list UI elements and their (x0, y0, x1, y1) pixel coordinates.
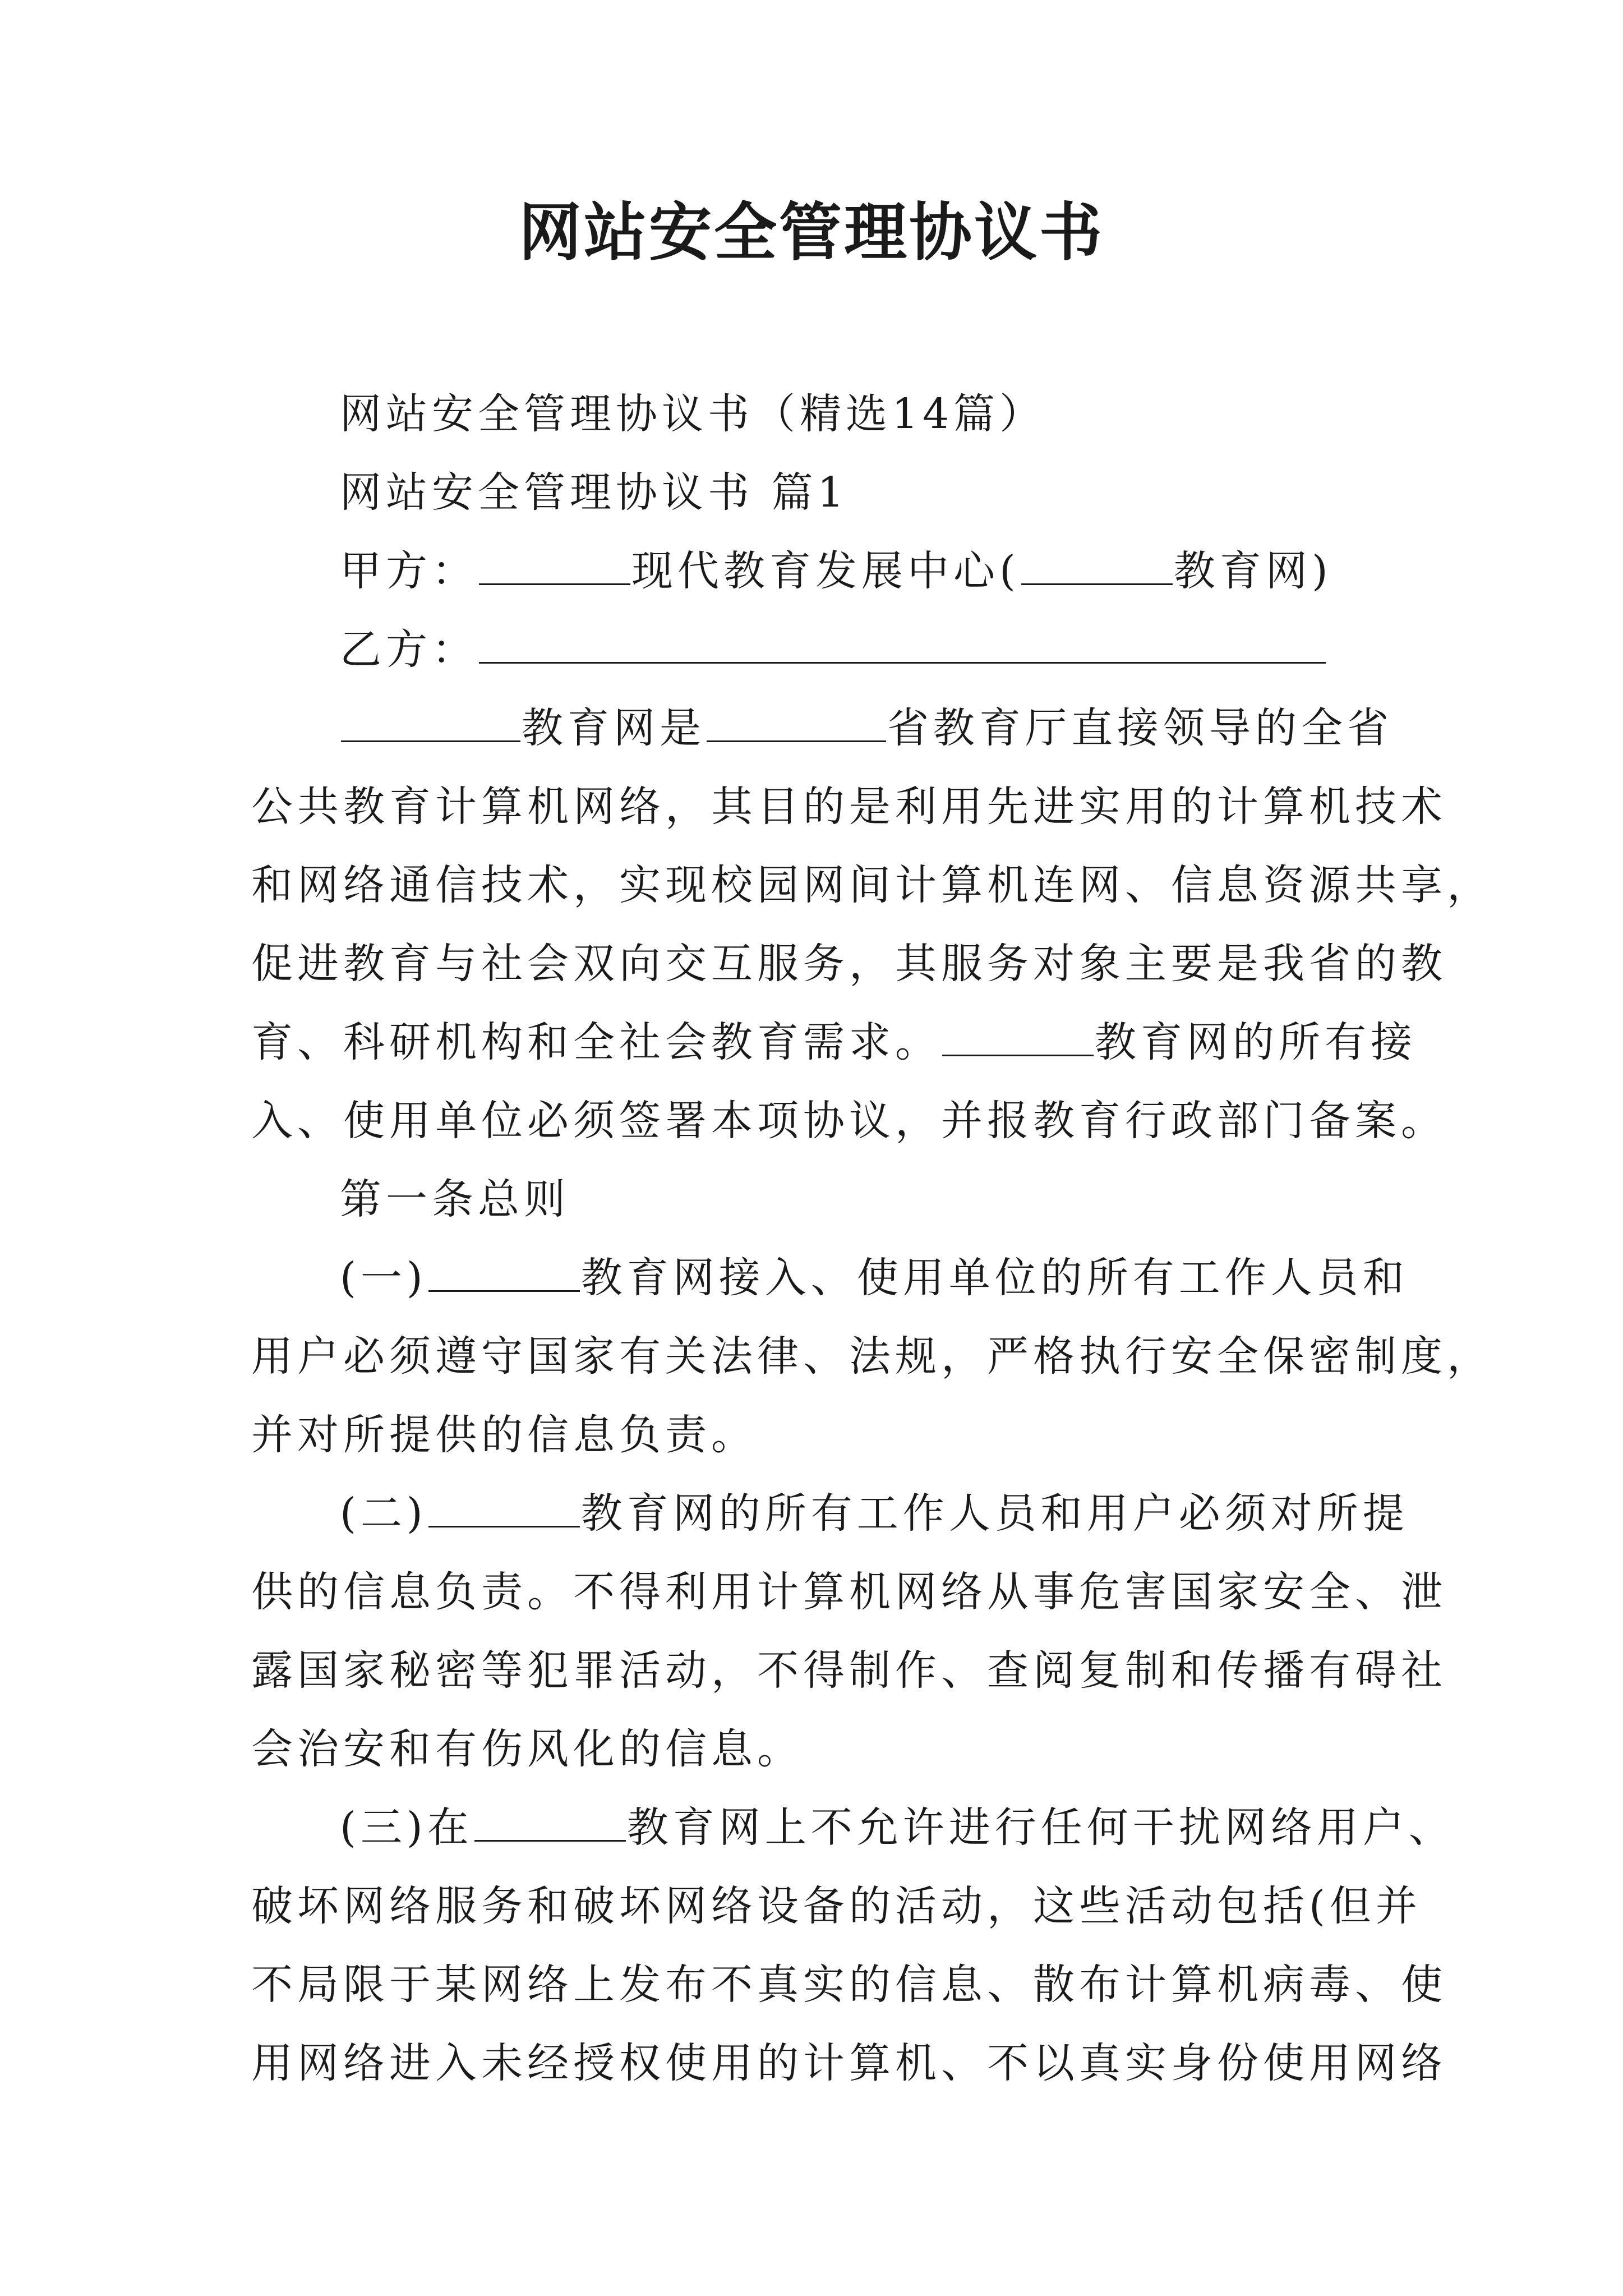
item2-line-4: 会治安和有伤风化的信息。 (251, 1725, 803, 1773)
item1-seg1: 教育网接入、使用单位的所有工作人员和 (580, 1254, 1409, 1302)
blank-field (428, 1487, 580, 1527)
intro-line-5 (251, 1003, 1417, 1082)
intro-line-1 (251, 689, 1395, 767)
item2-line-1 (251, 1474, 1409, 1553)
item1-prefix: (一) (340, 1254, 427, 1302)
document-subtitle: 网站安全管理协议书（精选14篇） (340, 390, 1046, 438)
item2-line-2: 供的信息负责。不得利用计算机网络从事危害国家安全、泄 (251, 1568, 1447, 1616)
intro-line-4: 促进教育与社会双向交互服务，其服务对象主要是我省的教 (251, 940, 1447, 988)
blank-field (479, 544, 630, 585)
party-b-label: 乙方： (340, 625, 478, 674)
intro-line-2: 公共教育计算机网络，其目的是利用先进实用的计算机技术 (251, 783, 1447, 831)
item3-prefix: (三)在 (340, 1803, 473, 1852)
item1-line-3: 并对所提供的信息负责。 (251, 1411, 757, 1459)
intro-seg1: 教育网是 (522, 704, 706, 752)
blank-field (479, 623, 1326, 664)
intro-seg2: 省教育厅直接领导的全省 (887, 704, 1393, 752)
item3-line-2: 破坏网络服务和破坏网络设备的活动，这些活动包括(但并 (251, 1882, 1422, 1930)
document-title: 网站安全管理协议书 (519, 196, 1104, 269)
item3-seg1: 教育网上不允许进行任何干扰网络用户、 (626, 1803, 1455, 1852)
item3-line-1 (251, 1788, 1455, 1867)
intro-line5-b: 教育网的所有接 (1095, 1018, 1417, 1066)
item2-line-3: 露国家秘密等犯罪活动，不得制作、查阅复制和传播有碍社 (251, 1646, 1447, 1695)
blank-field (942, 1015, 1094, 1056)
party-b-line (251, 610, 1395, 689)
document-body (251, 375, 1493, 2102)
party-a-text2: 教育网) (1173, 547, 1332, 595)
item3-line-3: 不局限于某网络上发布不真实的信息、散布计算机病毒、使 (251, 1961, 1447, 2009)
item1-line-1 (251, 1239, 1409, 1317)
section-heading: 网站安全管理协议书 篇1 (340, 468, 849, 517)
blank-field (474, 1801, 626, 1842)
intro-line-6: 入、使用单位必须签署本项协议，并报教育行政部门备案。 (251, 1097, 1447, 1145)
blank-field (428, 1251, 580, 1292)
blank-field (707, 701, 886, 742)
item1-line-2: 用户必须遵守国家有关法律、法规，严格执行安全保密制度， (251, 1332, 1493, 1381)
party-a-text1: 现代教育发展中心( (631, 547, 1020, 595)
party-a-label: 甲方： (340, 547, 478, 595)
blank-field (1021, 544, 1173, 585)
item2-seg1: 教育网的所有工作人员和用户必须对所提 (580, 1489, 1409, 1538)
article1-heading: 第一条总则 (340, 1175, 570, 1223)
item3-line-4: 用网络进入未经授权使用的计算机、不以真实身份使用网络 (251, 2039, 1447, 2087)
item2-prefix: (二) (340, 1489, 427, 1538)
intro-line5-a: 育、科研机构和全社会教育需求。 (251, 1018, 941, 1066)
blank-field (341, 701, 520, 742)
party-a-line (251, 532, 1395, 610)
intro-line-3: 和网络通信技术，实现校园网间计算机连网、信息资源共享， (251, 861, 1493, 909)
